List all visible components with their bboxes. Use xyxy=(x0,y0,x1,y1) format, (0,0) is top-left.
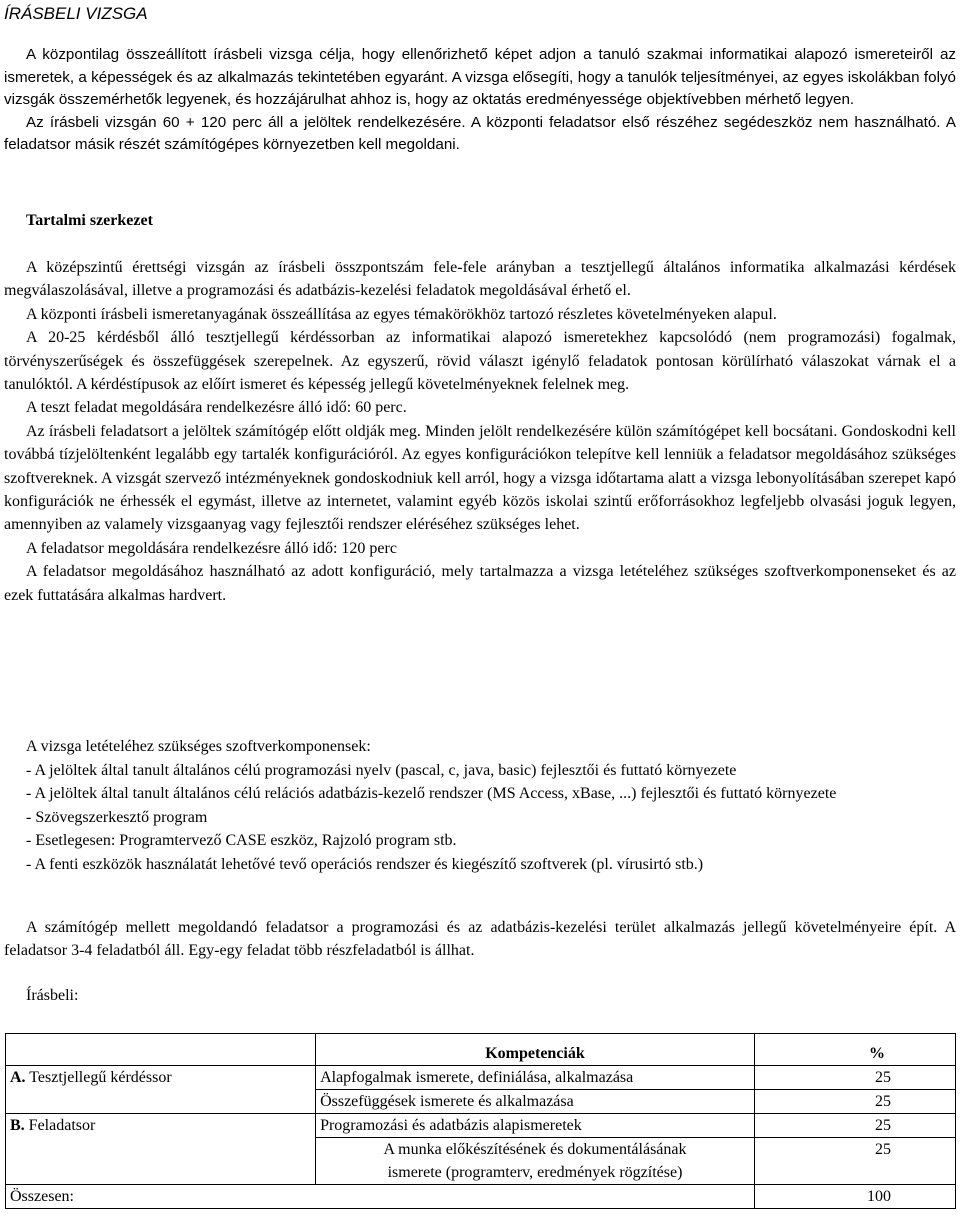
content-paragraph-7: A feladatsor megoldásához használható az adott konfiguráció, mely tartalmazza a vizsga letételéhez szükséges szoftverkomponenseket és az ezek futtatására alkalmas hardvert. xyxy=(4,563,956,604)
table-row xyxy=(6,1066,956,1090)
closing-paragraph: A számítógép mellett megoldandó feladatsor a programozási és az adatbázis-kezelési terület alkalmazás jellegű követelményeire épít. A feladatsor 3-4 feladatból áll. Egy-egy feladat több részfeladatból is állhat. xyxy=(4,919,956,960)
content-paragraph-4: A teszt feladat megoldására rendelkezésre álló idő: 60 perc. xyxy=(26,399,407,417)
row-a2-pct: 25 xyxy=(754,1090,955,1114)
row-a1-komp: Alapfogalmak ismerete, definiálása, alkalmazása xyxy=(316,1066,755,1090)
header-empty-cell xyxy=(6,1034,316,1066)
row-a-label-cell xyxy=(6,1066,316,1114)
row-b2-komp xyxy=(316,1138,755,1185)
irasbeli-label: Írásbeli: xyxy=(26,987,79,1004)
total-pct: 100 xyxy=(754,1185,955,1209)
row-b-label-cell xyxy=(6,1114,316,1185)
content-paragraph-2: A központi írásbeli ismeretanyagának összeállítása az egyes témakörökhöz tartozó részletes követelményeken alapul. xyxy=(26,305,777,323)
row-a2-komp: Összefüggések ismerete és alkalmazása xyxy=(316,1090,755,1114)
content-paragraph-1: A középszintű érettségi vizsgán az írásbeli összpontszám fele-fele arányban a tesztjellegű általános informatika alkalmazási kérdések megválaszolásával, illetve a programozási és adatbázis-kezelési feladatok megoldásával érhető el. xyxy=(4,259,956,300)
table-header-row xyxy=(6,1034,956,1066)
table-row xyxy=(6,1114,956,1138)
intro-paragraph-2: Az írásbeli vizsgán 60 + 120 perc áll a jelöltek rendelkezésére. A központi feladatsor első részéhez segédeszköz nem használható. A feladatsor másik részét számítógépes környezetben kell megoldani. xyxy=(4,113,956,154)
list-item: - A fenti eszközök használatát lehetővé tevő operációs rendszer és kiegészítő szoftverek (pl. vírusirtó stb.) xyxy=(26,855,704,873)
row-a-letter: A. xyxy=(10,1069,26,1086)
content-paragraph-3: A 20-25 kérdésből álló tesztjellegű kérdéssorban az informatikai alapozó ismeretekhez kapcsolódó (nem programozási) fogalmak, törvényszerűségek és összefüggések szerepelnek. Az egyszerű, rövid választ igénylő feladatok pontosan körülírható válaszokat várnak el a tanulóktól. A kérdéstípusok az előírt ismeret és képesség jellegű követelményeknek felelnek meg. xyxy=(4,329,956,394)
list-item: - Esetlegesen: Programtervező CASE eszköz, Rajzoló program stb. xyxy=(26,832,457,849)
row-a1-pct: 25 xyxy=(754,1066,955,1090)
competency-table xyxy=(5,1033,956,1209)
header-percent: % xyxy=(754,1034,955,1066)
table-total-row xyxy=(6,1185,956,1209)
list-item: - A jelöltek által tanult általános célú programozási nyelv (pascal, c, java, basic) fejlesztői és futtató környezete xyxy=(26,761,737,779)
total-label: Összesen: xyxy=(6,1185,755,1209)
section-heading: Tartalmi szerkezet xyxy=(26,212,153,229)
row-b1-pct: 25 xyxy=(754,1114,955,1138)
header-kompetenciak: Kompetenciák xyxy=(316,1034,755,1066)
row-b-label: Feladatsor xyxy=(24,1117,96,1134)
row-b2-komp-line1: A munka előkészítésének és dokumentálásának xyxy=(383,1141,687,1158)
software-section xyxy=(4,735,956,876)
closing-section xyxy=(4,916,956,963)
software-list xyxy=(4,759,956,877)
row-b2-komp-line2: ismerete (programterv, eredmények rögzítése) xyxy=(387,1164,683,1181)
row-b1-komp: Programozási és adatbázis alapismeretek xyxy=(316,1114,755,1138)
row-b-letter: B. xyxy=(10,1117,25,1134)
intro-section xyxy=(4,44,956,157)
list-item: - A jelöltek által tanult általános célú relációs adatbázis-kezelő rendszer (MS Access, xBase, ...) fejlesztői és futtató környezete xyxy=(26,785,837,802)
page-title: ÍRÁSBELI VIZSGA xyxy=(4,4,148,23)
content-paragraph-6: A feladatsor megoldására rendelkezésre álló idő: 120 perc xyxy=(26,539,397,557)
row-b2-pct: 25 xyxy=(754,1138,955,1185)
software-intro: A vizsga letételéhez szükséges szoftverkomponensek: xyxy=(26,738,371,755)
list-item: - Szövegszerkesztő program xyxy=(26,808,208,826)
content-paragraph-5: Az írásbeli feladatsort a jelöltek számítógép előtt oldják meg. Minden jelölt rendelkezésére külön számítógépet kell bocsátani. Gondoskodni kell továbbá tízjelöltenként legalább egy tartalék konfigurációról. Az egyes konfigurációkon telepítve kell lenniük a feladatsor megoldásához szükséges szoftvereknek. A vizsgát szervező intézményeknek gondoskodniuk kell arról, hogy a vizsga időtartama alatt a vizsga lebonyolításában szerepet kapó konfigurációk ne érhessék el egymást, illetve az internetet, valamint egyéb közös iskolai szintű erőforrásokhoz legfeljebb olvasási joguk legyen, amennyiben az valamely vizsgaanyag vagy fejlesztői rendszer eléréséhez szükséges lehet. xyxy=(4,422,956,534)
row-a-label: Tesztjellegű kérdéssor xyxy=(25,1069,172,1086)
content-section xyxy=(4,256,956,607)
intro-paragraph-1: A központilag összeállított írásbeli vizsga célja, hogy ellenőrizhető képet adjon a tanuló szakmai informatikai alapozó ismereteiről az ismeretek, a képességek és az alkalmazás tekintetében egyaránt. A vizsga elősegíti, hogy a tanulók teljesítményei, az egyes iskolákban folyó vizsgák összemérhetők legyenek, és hozzájárulhat ahhoz is, hogy az oktatás eredményessége objektívebben mérhető legyen. xyxy=(4,46,956,109)
